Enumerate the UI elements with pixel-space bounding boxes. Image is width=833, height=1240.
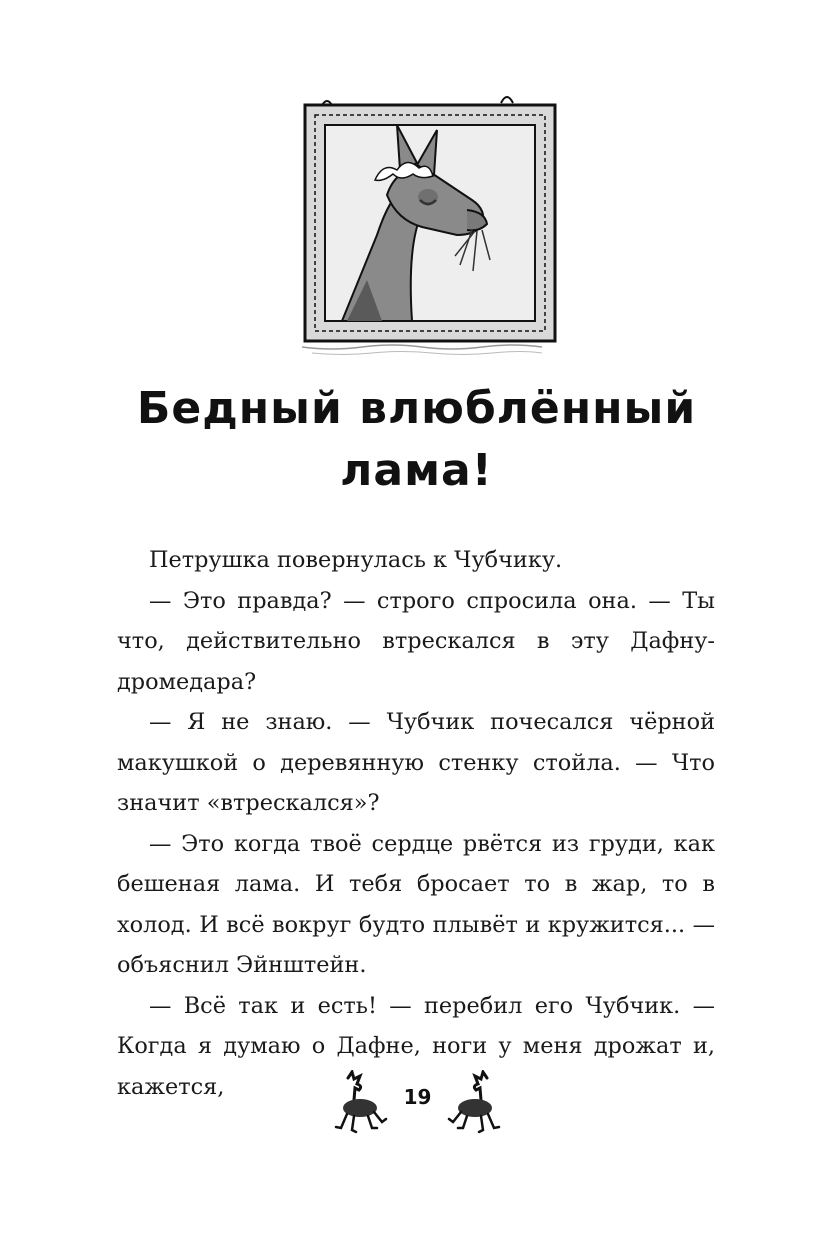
page-footer [330,1070,505,1140]
paragraph: — Это когда твоё сердце рвётся из груди, как бешеная лама. И тебя бросает то в жар, то в холод. И всё вокруг будто плывёт и кружится... — объяснил Эйнштейн. [117,830,715,978]
paragraph: Петрушка повернулась к Чубчику. [149,547,563,573]
chapter-title-line-1: Бедный влюблённый [136,383,697,434]
paragraph: — Я не знаю. — Чубчик почесался чёрной макушкой о деревянную стенку стойла. — Что значит «втрескался»? [117,709,715,816]
framed-llama-portrait-icon [297,85,567,365]
chapter-title [0,378,833,502]
paragraph: — Всё так и есть! — перебил его Чубчик. — Когда я думаю о Дафне, ноги у меня дрожат и, кажется, [117,992,715,1100]
body-text [117,540,715,1107]
dancing-llama-icon [445,1070,505,1140]
page-number: 19 [403,1085,432,1109]
paragraph: — Это правда? — строго спросила она. — Ты что, действительно втрескался в эту Дафну-дромедара? [117,587,715,695]
dancing-llama-icon [330,1070,390,1140]
chapter-title-line-2: лама! [340,445,493,496]
